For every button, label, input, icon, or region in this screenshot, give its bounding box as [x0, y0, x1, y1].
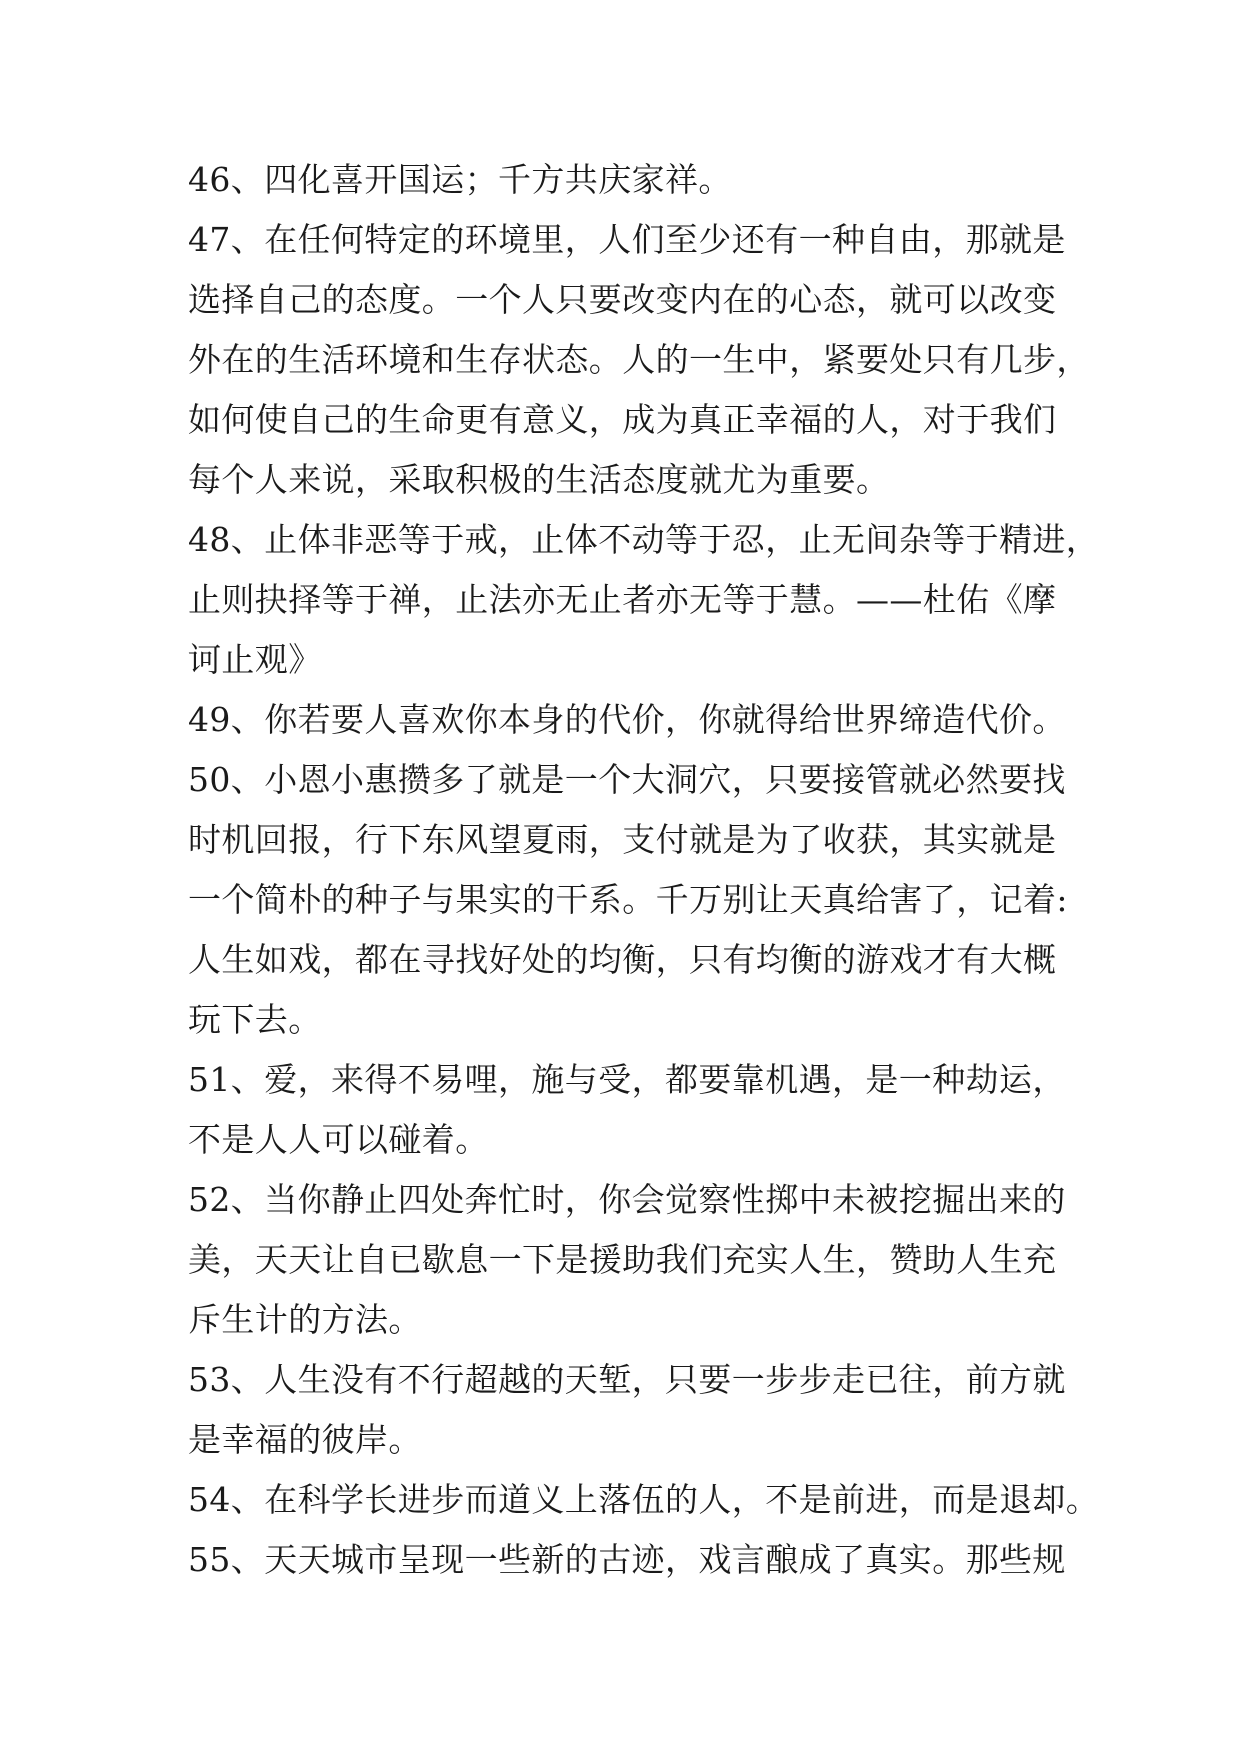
text-line: 外在的生活环境和生存状态。人的一生中，紧要处只有几步， — [188, 340, 1090, 379]
text-line: 美，天天让自已歇息一下是援助我们充实人生，赞助人生充 — [188, 1240, 1057, 1279]
text-line: 时机回报，行下东风望夏雨，支付就是为了收获，其实就是 — [188, 820, 1057, 859]
text-line: 52、当你静止四处奔忙时，你会觉察性掷中未被挖掘出来的 — [188, 1180, 1066, 1219]
text-line: 49、你若要人喜欢你本身的代价，你就得给世界缔造代价。 — [188, 700, 1066, 739]
text-line: 玩下去。 — [188, 1000, 322, 1039]
text-line: 不是人人可以碰着。 — [188, 1120, 489, 1159]
text-line: 选择自己的态度。一个人只要改变内在的心态，就可以改变 — [188, 280, 1057, 319]
text-line: 斥生计的方法。 — [188, 1300, 422, 1339]
text-line: 51、爱，来得不易哩，施与受，都要靠机遇，是一种劫运， — [188, 1060, 1066, 1099]
text-line: 50、小恩小惠攒多了就是一个大洞穴，只要接管就必然要找 — [188, 760, 1066, 799]
text-line: 止则抉择等于禅，止法亦无止者亦无等于慧。——杜佑《摩 — [188, 580, 1057, 619]
text-line: 一个简朴的种子与果实的干系。千万别让天真给害了，记着: — [188, 880, 1068, 919]
text-line: 每个人来说，采取积极的生活态度就尤为重要。 — [188, 460, 890, 499]
text-line: 53、人生没有不行超越的天堑，只要一步步走已往，前方就 — [188, 1360, 1066, 1399]
text-line: 如何使自己的生命更有意义，成为真正幸福的人，对于我们 — [188, 400, 1057, 439]
body-text — [188, 150, 1100, 1590]
text-line: 47、在任何特定的环境里，人们至少还有一种自由，那就是 — [188, 220, 1066, 259]
text-line: 诃止观》 — [188, 640, 322, 679]
text-line: 48、止体非恶等于戒，止体不动等于忍，止无间杂等于精进， — [188, 520, 1100, 559]
text-line: 55、天天城市呈现一些新的古迹，戏言酿成了真实。那些规 — [188, 1540, 1066, 1579]
text-line: 人生如戏，都在寻找好处的均衡，只有均衡的游戏才有大概 — [188, 940, 1057, 979]
text-line: 是幸福的彼岸。 — [188, 1420, 422, 1459]
text-line: 46、四化喜开国运；千方共庆家祥。 — [188, 160, 732, 199]
text-line: 54、在科学长进步而道义上落伍的人，不是前进，而是退却。 — [188, 1480, 1100, 1519]
